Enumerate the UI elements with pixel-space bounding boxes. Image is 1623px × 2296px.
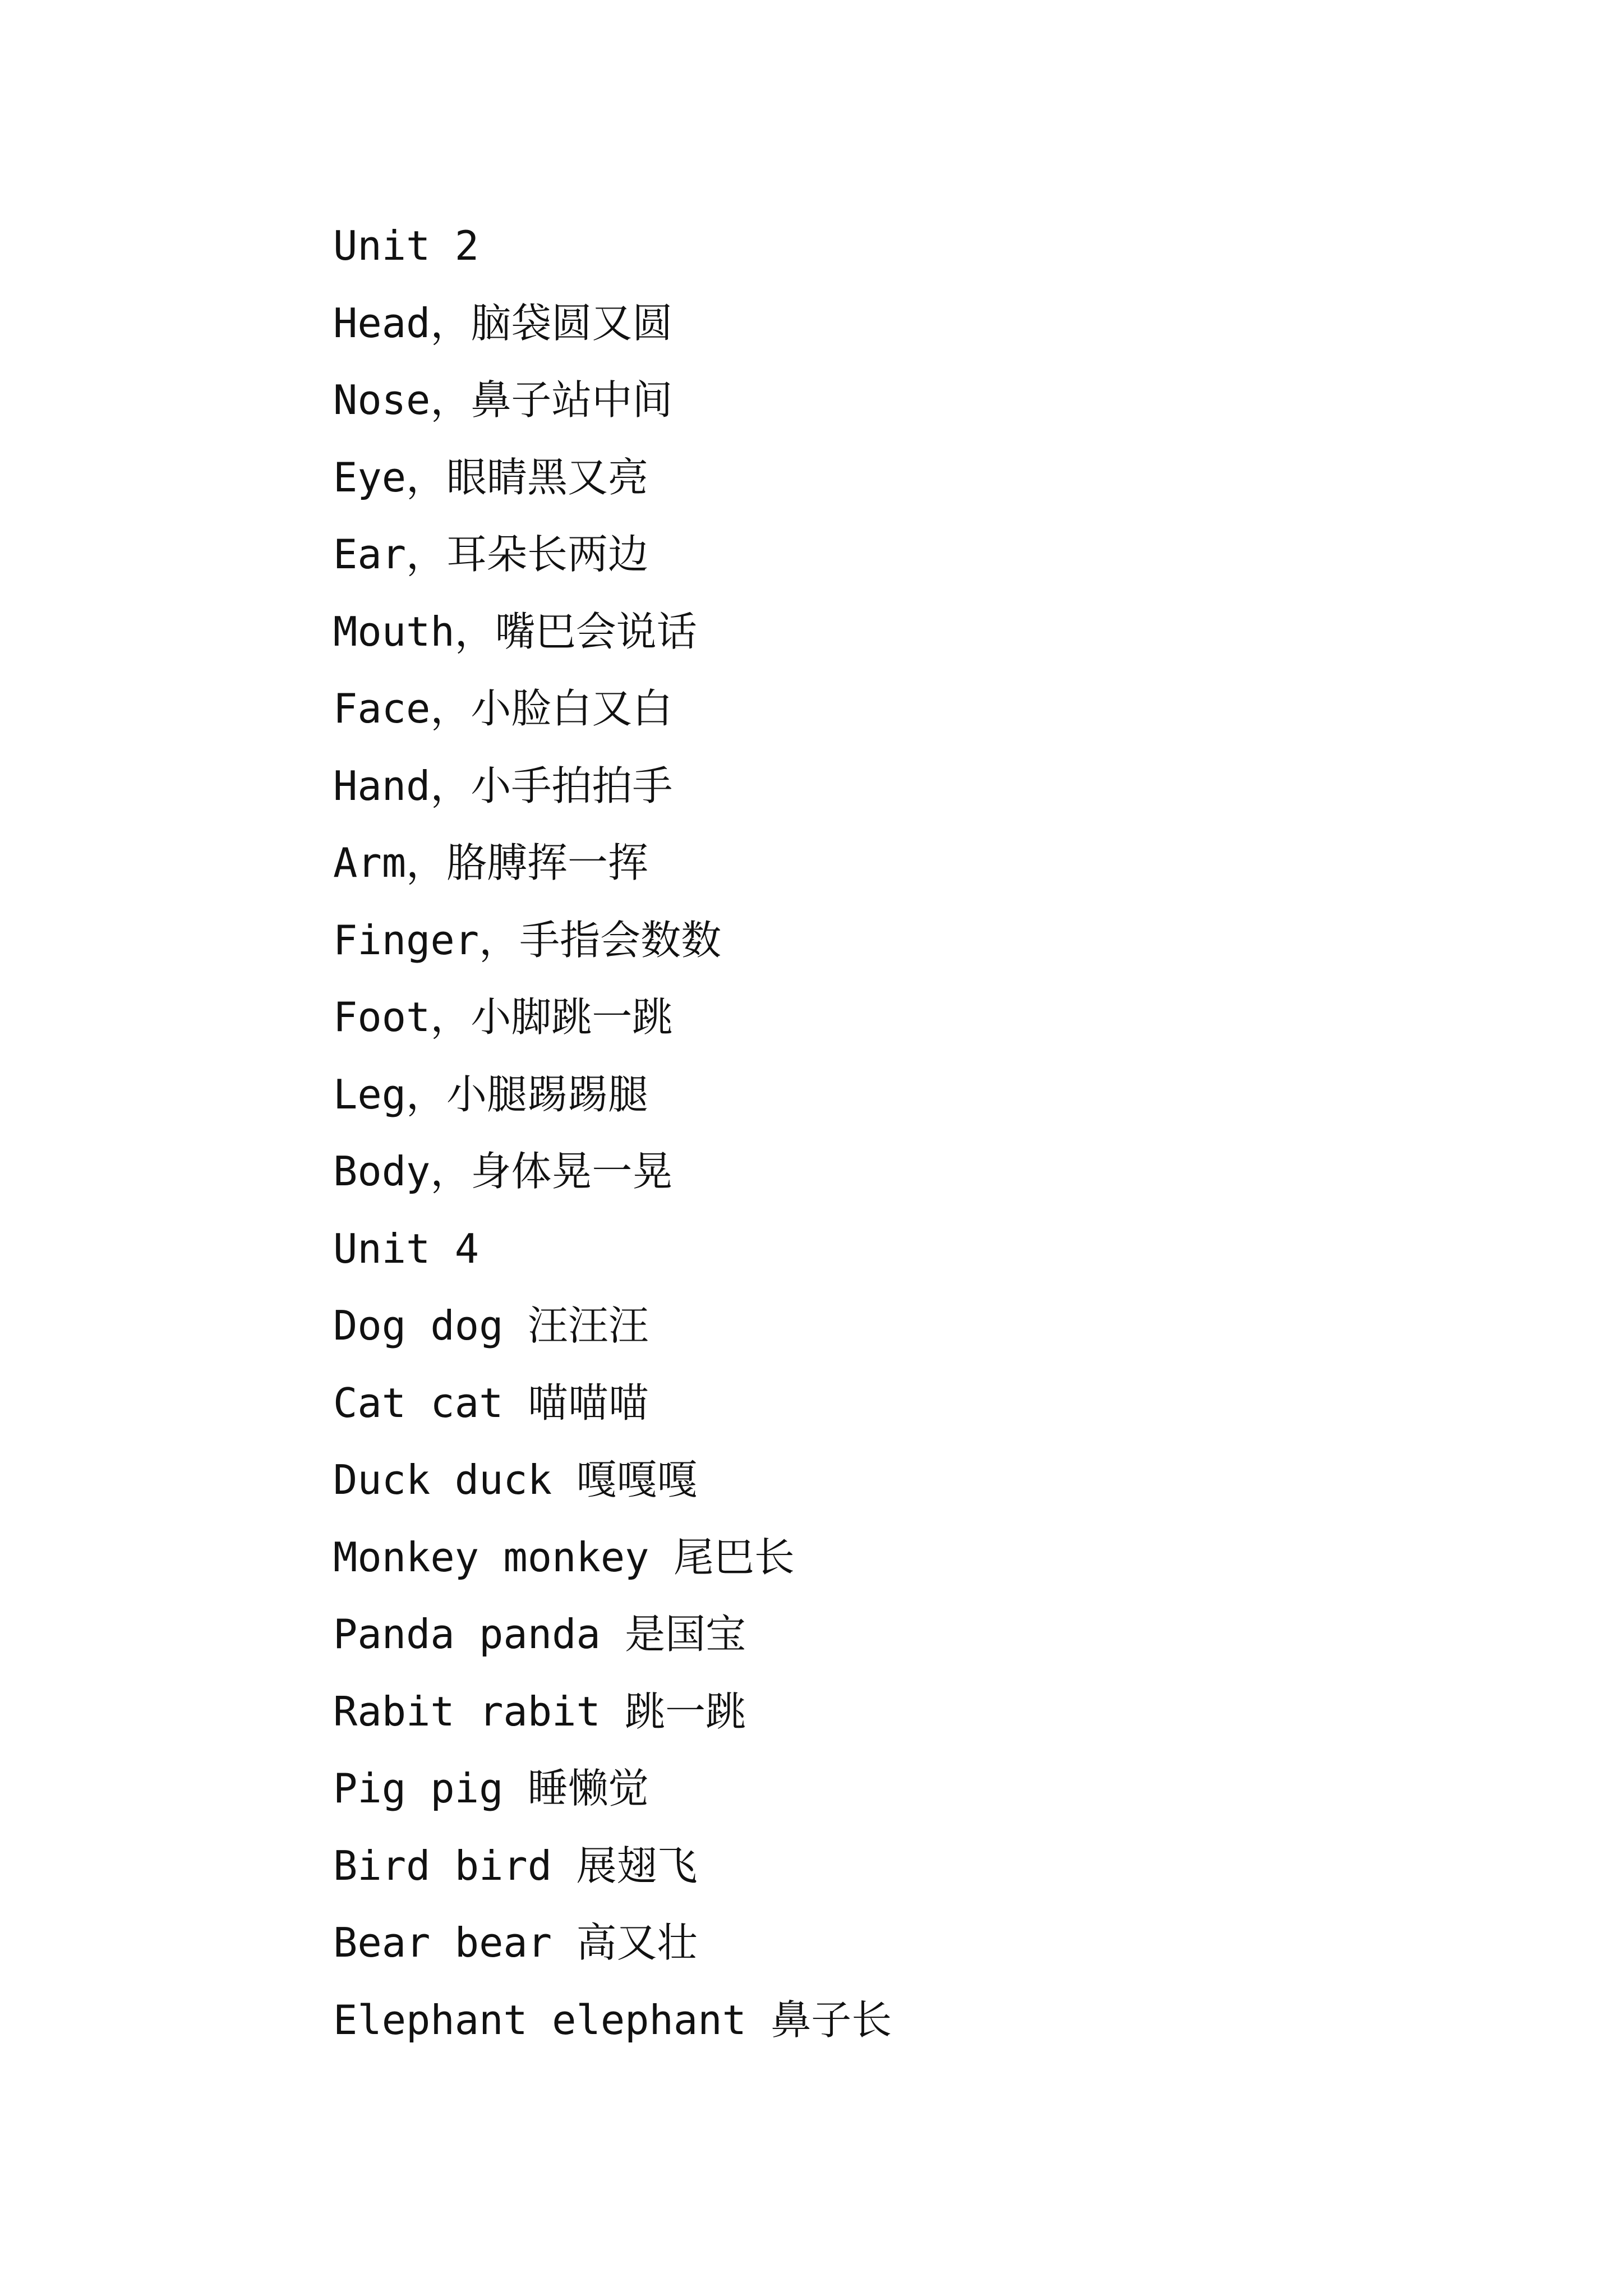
text-line: Mouth，嘴巴会说话 <box>333 608 697 655</box>
text-line: Cat cat 喵喵喵 <box>333 1379 649 1427</box>
text-line: Foot，小脚跳一跳 <box>333 993 673 1041</box>
text-line: Body，身体晃一晃 <box>333 1148 673 1195</box>
text-line: Bear bear 高又壮 <box>333 1919 698 1966</box>
text-line: Pig pig 睡懒觉 <box>333 1765 649 1812</box>
text-line: Ear，耳朵长两边 <box>333 531 649 578</box>
text-line: Head，脑袋圆又圆 <box>333 299 673 347</box>
text-line: Eye，眼睛黑又亮 <box>333 453 649 501</box>
text-line: Bird bird 展翅飞 <box>333 1842 698 1889</box>
text-line: Monkey monkey 尾巴长 <box>333 1533 795 1581</box>
text-line: Dog dog 汪汪汪 <box>333 1302 649 1349</box>
text-line: Panda panda 是国宝 <box>333 1611 746 1658</box>
text-line: Finger，手指会数数 <box>333 916 722 964</box>
text-line: Duck duck 嘎嘎嘎 <box>333 1456 698 1503</box>
text-line: Face，小脸白又白 <box>333 685 673 732</box>
text-line: Hand，小手拍拍手 <box>333 762 673 809</box>
unit-heading: Unit 4 <box>333 1225 479 1272</box>
text-line: Rabit rabit 跳一跳 <box>333 1687 746 1735</box>
unit-heading: Unit 2 <box>333 222 479 269</box>
text-line: Nose，鼻子站中间 <box>333 376 673 424</box>
text-line: Elephant elephant 鼻子长 <box>333 1996 892 2044</box>
text-line: Arm，胳膊挥一挥 <box>333 839 649 886</box>
text-body <box>333 208 1511 2059</box>
text-line: Leg，小腿踢踢腿 <box>333 1070 649 1118</box>
